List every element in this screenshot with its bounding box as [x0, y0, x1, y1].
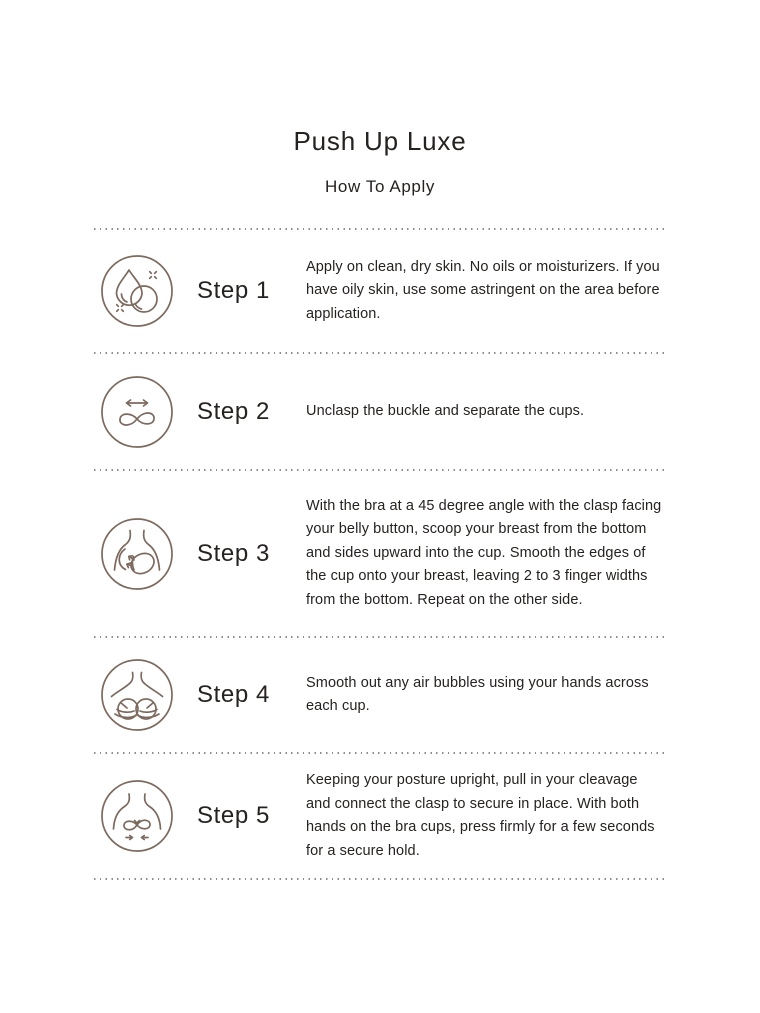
clasp-secure-icon: [99, 778, 175, 854]
step-label: Step 2: [197, 397, 270, 425]
step-description: Smooth out any air bubbles using your hands across each cup.: [306, 674, 649, 714]
step-row-1: [94, 230, 666, 352]
step-description: Apply on clean, dry skin. No oils or moisturizers. If you have oily skin, use some astringent on the area before application.: [306, 258, 660, 322]
page-subtitle: How To Apply: [325, 177, 435, 196]
step-row-3: [94, 471, 666, 636]
dotted-divider: [94, 878, 666, 880]
page-header: [0, 0, 760, 228]
unclasp-cups-icon: [99, 374, 175, 450]
droplet-cleanse-icon: [99, 253, 175, 329]
step-label: Step 5: [197, 802, 270, 829]
step-row-5: [94, 754, 666, 878]
step-description: With the bra at a 45 degree angle with the clasp facing your belly button, scoop your breast from the bottom and sides upward into the cup. Smooth the edges of the cup onto your breast, leaving 2 to 3 finger widths from the bottom. Repeat on the other side.: [306, 497, 662, 608]
scoop-into-cup-icon: [99, 516, 175, 592]
step-description: Keeping your posture upright, pull in your cleavage and connect the clasp to secure in place. With both hands on the bra cups, press firmly for a few seconds for a secure hold.: [306, 772, 655, 859]
step-label: Step 1: [197, 277, 270, 304]
step-label: Step 4: [197, 681, 270, 708]
step-row-2: [94, 354, 666, 469]
steps-list: [94, 228, 666, 880]
step-row-4: [94, 638, 666, 752]
step-description: Unclasp the buckle and separate the cups.: [306, 402, 585, 419]
smooth-cups-icon: [99, 657, 175, 733]
step-label: Step 3: [197, 539, 270, 567]
page-title: Push Up Luxe: [293, 126, 467, 156]
